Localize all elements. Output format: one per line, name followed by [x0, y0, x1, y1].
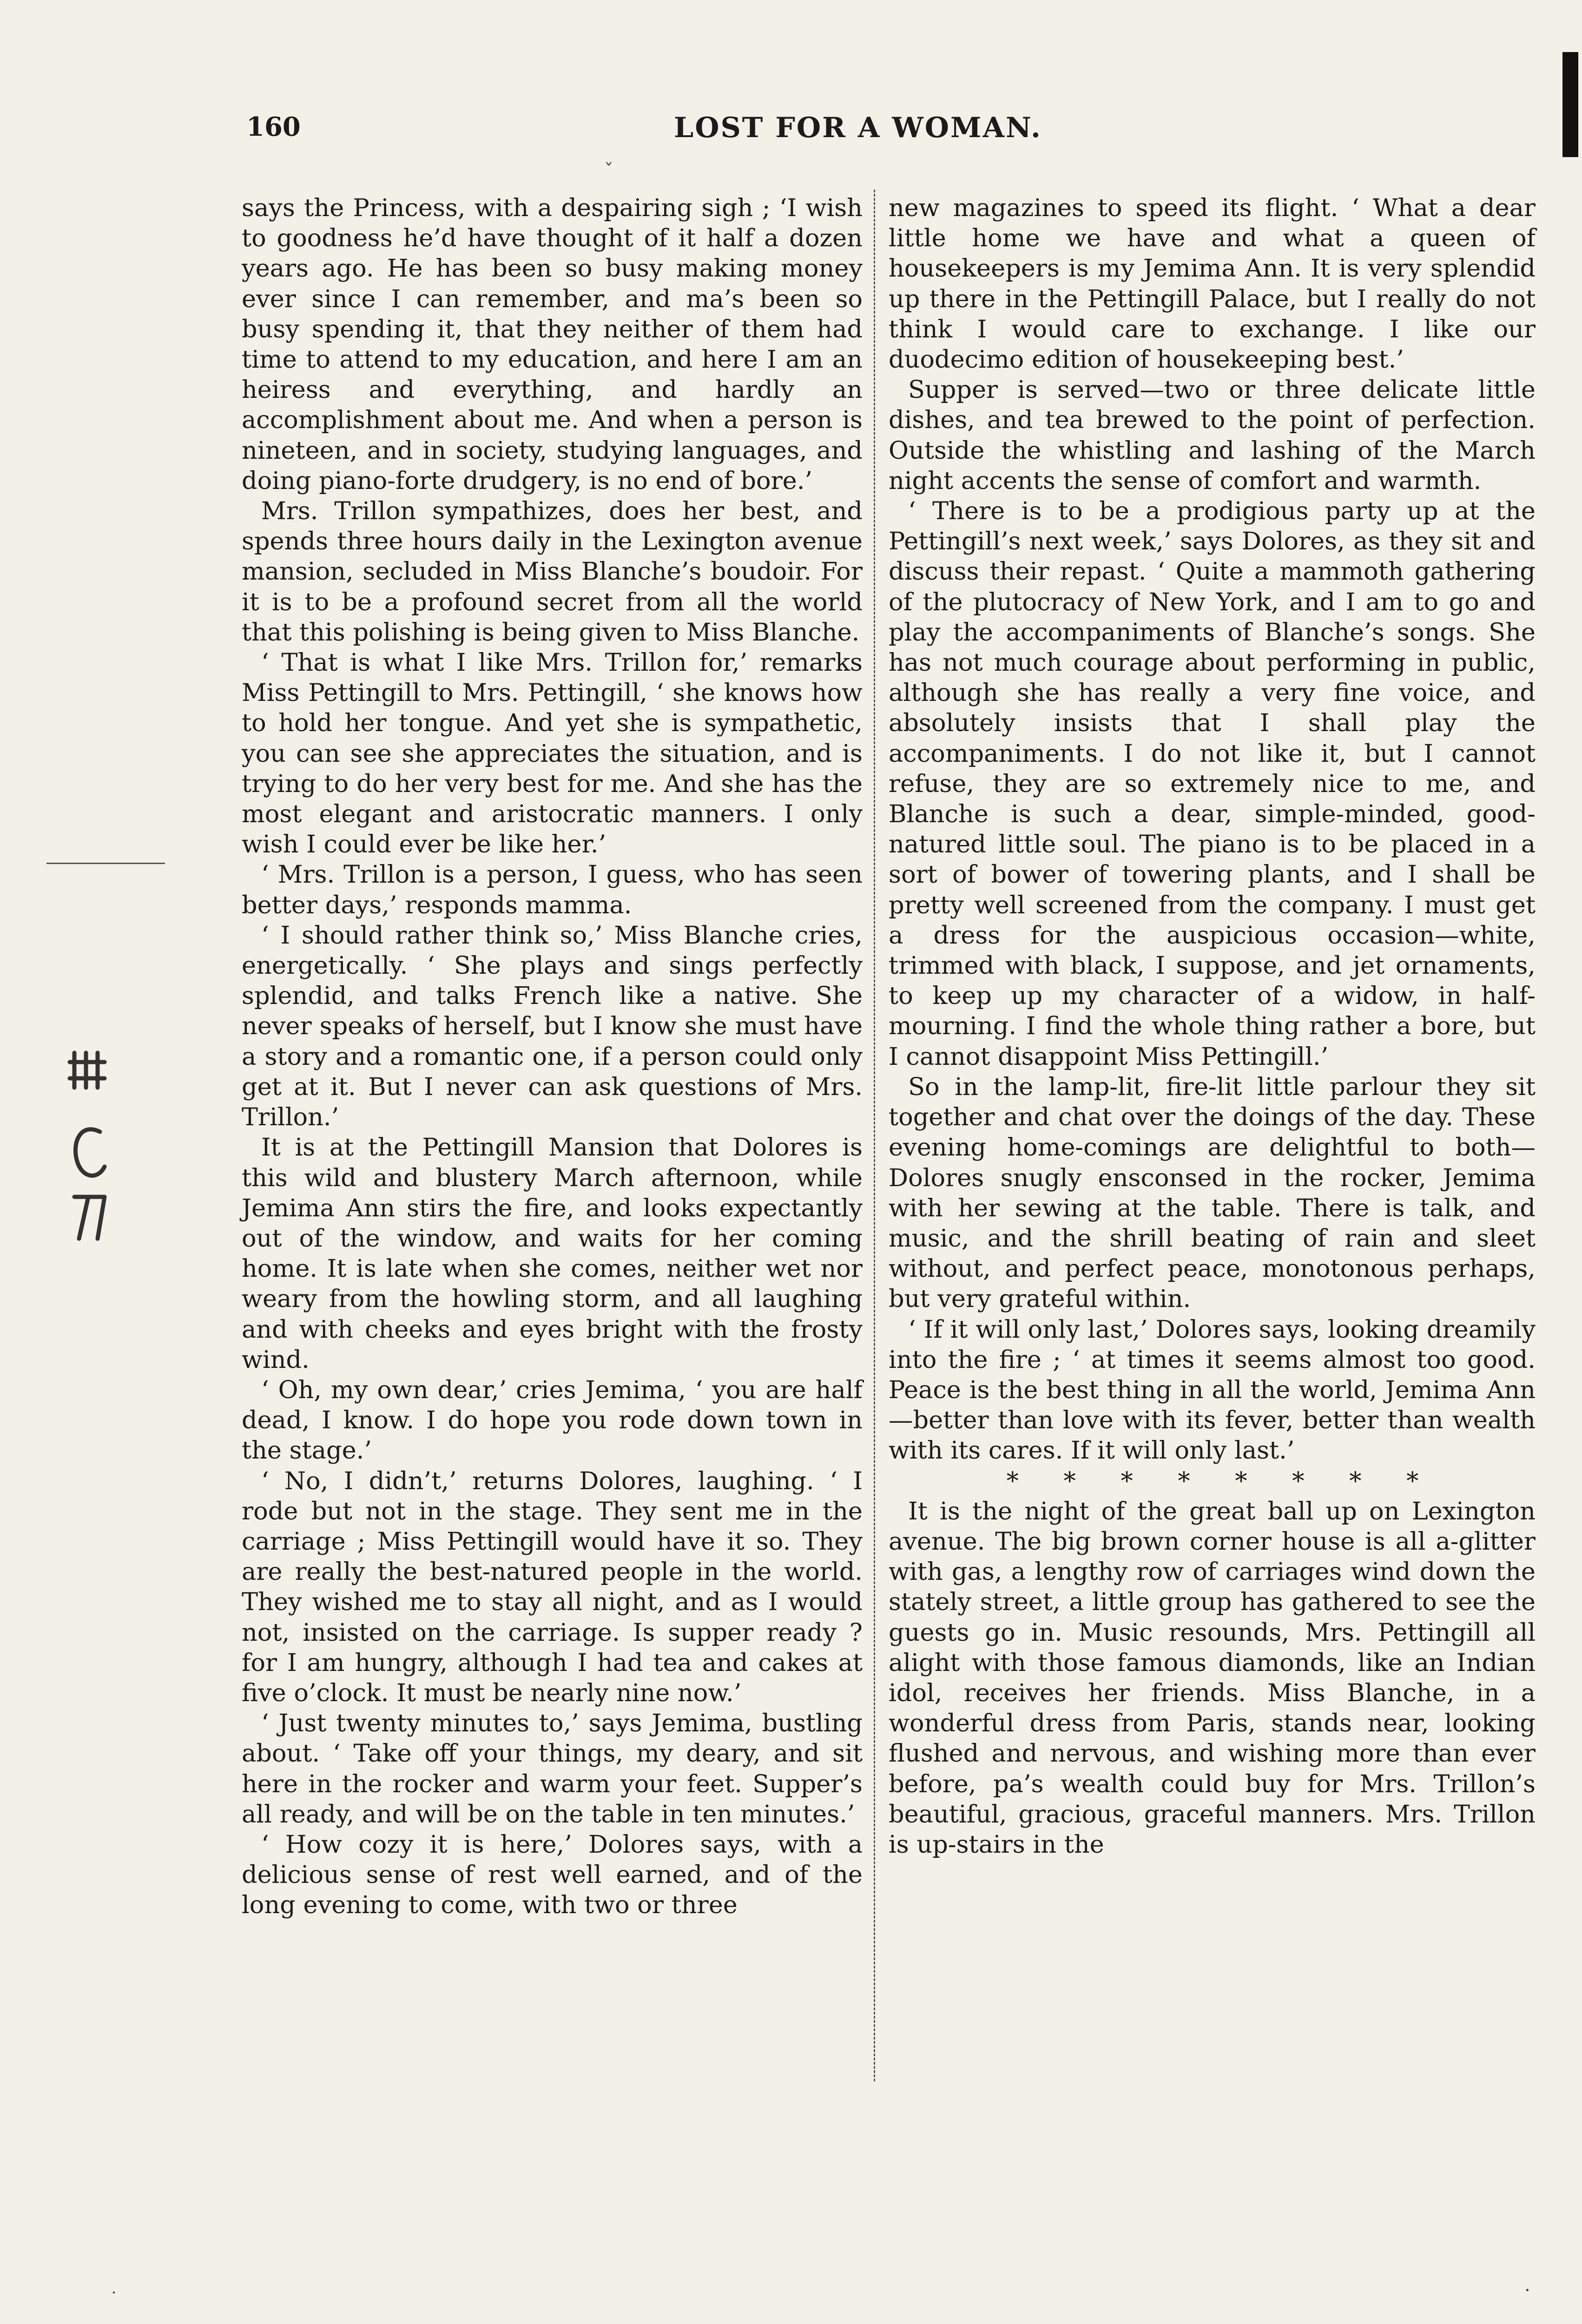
page-number: 160: [246, 112, 301, 142]
stray-mark: ˇ: [604, 160, 613, 182]
margin-annotation-line: [46, 863, 165, 864]
paragraph: ‘ Mrs. Trillon is a person, I guess, who has seen better days,’ responds mamma.: [242, 860, 863, 919]
right-column: [889, 193, 1536, 1860]
paragraph: ‘ That is what I like Mrs. Trillon for,’ remarks Miss Pettingill to Mrs. Pettingill, ‘ she knows how to hold her tongue. And yet she is sympathetic, you can see she appreciates the situation, and is trying to do her very best for me. And she has the most elegant and aristocratic manners. I only wish I could ever be like her.’: [242, 648, 863, 859]
paragraph: ‘ Oh, my own dear,’ cries Jemima, ‘ you are half dead, I know. I do hope you rode down town in the stage.’: [242, 1375, 863, 1465]
paragraph: Supper is served—two or three delicate little dishes, and tea brewed to the point of perfection. Outside the whistling and lashing of the March night accents the sense of comfort and warmth.: [889, 376, 1536, 495]
paragraph: ‘ How cozy it is here,’ Dolores says, with a delicious sense of rest well earned, and of the long evening to come, with two or three: [242, 1830, 863, 1920]
paragraph: ‘ There is to be a prodigious party up at the Pettingill’s next week,’ says Dolores, as they sit and discuss their repast. ‘ Quite a mammoth gathering of the plutocracy of New York, and I am to go and play the accompaniments of Blanche’s songs. She has not much courage about performing in public, although she has really a very fine voice, and absolutely insists that I shall play the accompaniments. I do not like it, but I cannot refuse, they are so extremely nice to me, and Blanche is such a dear, simple-minded, good-natured little soul. The piano is to be placed in a sort of bower of towering plants, and I shall be pretty well screened from the company. I must get a dress for the auspicious occasion—white, trimmed with black, I suppose, and jet ornaments, to keep up my character of a widow, in half-mourning. I find the whole thing rather a bore, but I cannot disappoint Miss Pettingill.’: [889, 497, 1536, 1071]
paragraph: ‘ If it will only last,’ Dolores says, looking dreamily into the fire ; ‘ at times it seems almost too good. Peace is the best thing in all the world, Jemima Ann—better than love with its fever, better than wealth with its cares. If it will only last.’: [889, 1315, 1536, 1465]
paragraph: ‘ No, I didn’t,’ returns Dolores, laughing. ‘ I rode but not in the stage. They sent me in the carriage ; Miss Pettingill would have it so. They are really the best-natured people in the world. They wished me to stay all night, and as I would not, insisted on the carriage. Is supper ready ? for I am hungry, although I had tea and cakes at five o’clock. It must be nearly nine now.’: [242, 1466, 863, 1707]
stray-mark: ˙: [109, 2289, 119, 2311]
paragraph: Mrs. Trillon sympathizes, does her best, and spends three hours daily in the Lexington avenue mansion, secluded in Miss Blanche’s boudoir. For it is to be a profound secret from all the world that this polishing is being given to Miss Blanche.: [242, 497, 863, 647]
paragraph: ‘ Just twenty minutes to,’ says Jemima, bustling about. ‘ Take off your things, my deary, and sit here in the rocker and warm your feet. Supper’s all ready, and will be on the table in ten minutes.’: [242, 1709, 863, 1829]
section-break-stars: * * * * * * * *: [1006, 1466, 1437, 1495]
paragraph: says the Princess, with a despairing sigh ; ‘I wish to goodness he’d have thought of it half a dozen years ago. He has been so busy making money ever since I can remember, and ma’s been so busy spending it, that they neither of them had time to attend to my education, and here I am an heiress and everything, and hardly an accomplishment about me. And when a person is nineteen, and in society, studying languages, and doing piano-forte drudgery, is no end of bore.’: [242, 194, 863, 495]
page-edge-mark: [1562, 52, 1578, 157]
paragraph: ‘ I should rather think so,’ Miss Blanche cries, energetically. ‘ She plays and sings perfectly splendid, and talks French like a native. She never speaks of herself, but I know she must have a story and a romantic one, if a person could only get at it. But I never can ask questions of Mrs. Trillon.’: [242, 921, 863, 1132]
left-column: [242, 193, 863, 1921]
paragraph: So in the lamp-lit, fire-lit little parlour they sit together and chat over the doings of the day. These evening home-comings are delightful to both—Dolores snugly ensconsed in the rocker, Jemima with her sewing at the table. There is talk, and music, and the shrill beating of rain and sleet without, and perfect peace, monotonous perhaps, but very grateful within.: [889, 1072, 1536, 1314]
library-stamp-mark: [60, 1043, 116, 1253]
stray-mark: ·: [1524, 2280, 1530, 2301]
column-rule: [874, 190, 875, 2081]
paragraph: It is the night of the great ball up on Lexington avenue. The big brown corner house is all a-glitter with gas, a lengthy row of carriages wind down the stately street, a little group has gathered to see the guests go in. Music resounds, Mrs. Pettingill all alight with those famous diamonds, like an Indian idol, receives her friends. Miss Blanche, in a wonderful dress from Paris, stands near, looking flushed and nervous, and wishing more than ever before, pa’s wealth could buy for Mrs. Trillon’s beautiful, gracious, graceful manners. Mrs. Trillon is up-stairs in the: [889, 1497, 1536, 1859]
running-title: LOST FOR A WOMAN.: [674, 112, 1042, 144]
paragraph: new magazines to speed its flight. ‘ What a dear little home we have and what a queen of housekeepers is my Jemima Ann. It is very splendid up there in the Pettingill Palace, but I really do not think I would care to exchange. I like our duodecimo edition of housekeeping best.’: [889, 194, 1536, 374]
paragraph: It is at the Pettingill Mansion that Dolores is this wild and blustery March afternoon, while Jemima Ann stirs the fire, and looks expectantly out of the window, and waits for her coming home. It is late when she comes, neither wet nor weary from the howling storm, and all laughing and with cheeks and eyes bright with the frosty wind.: [242, 1133, 863, 1374]
